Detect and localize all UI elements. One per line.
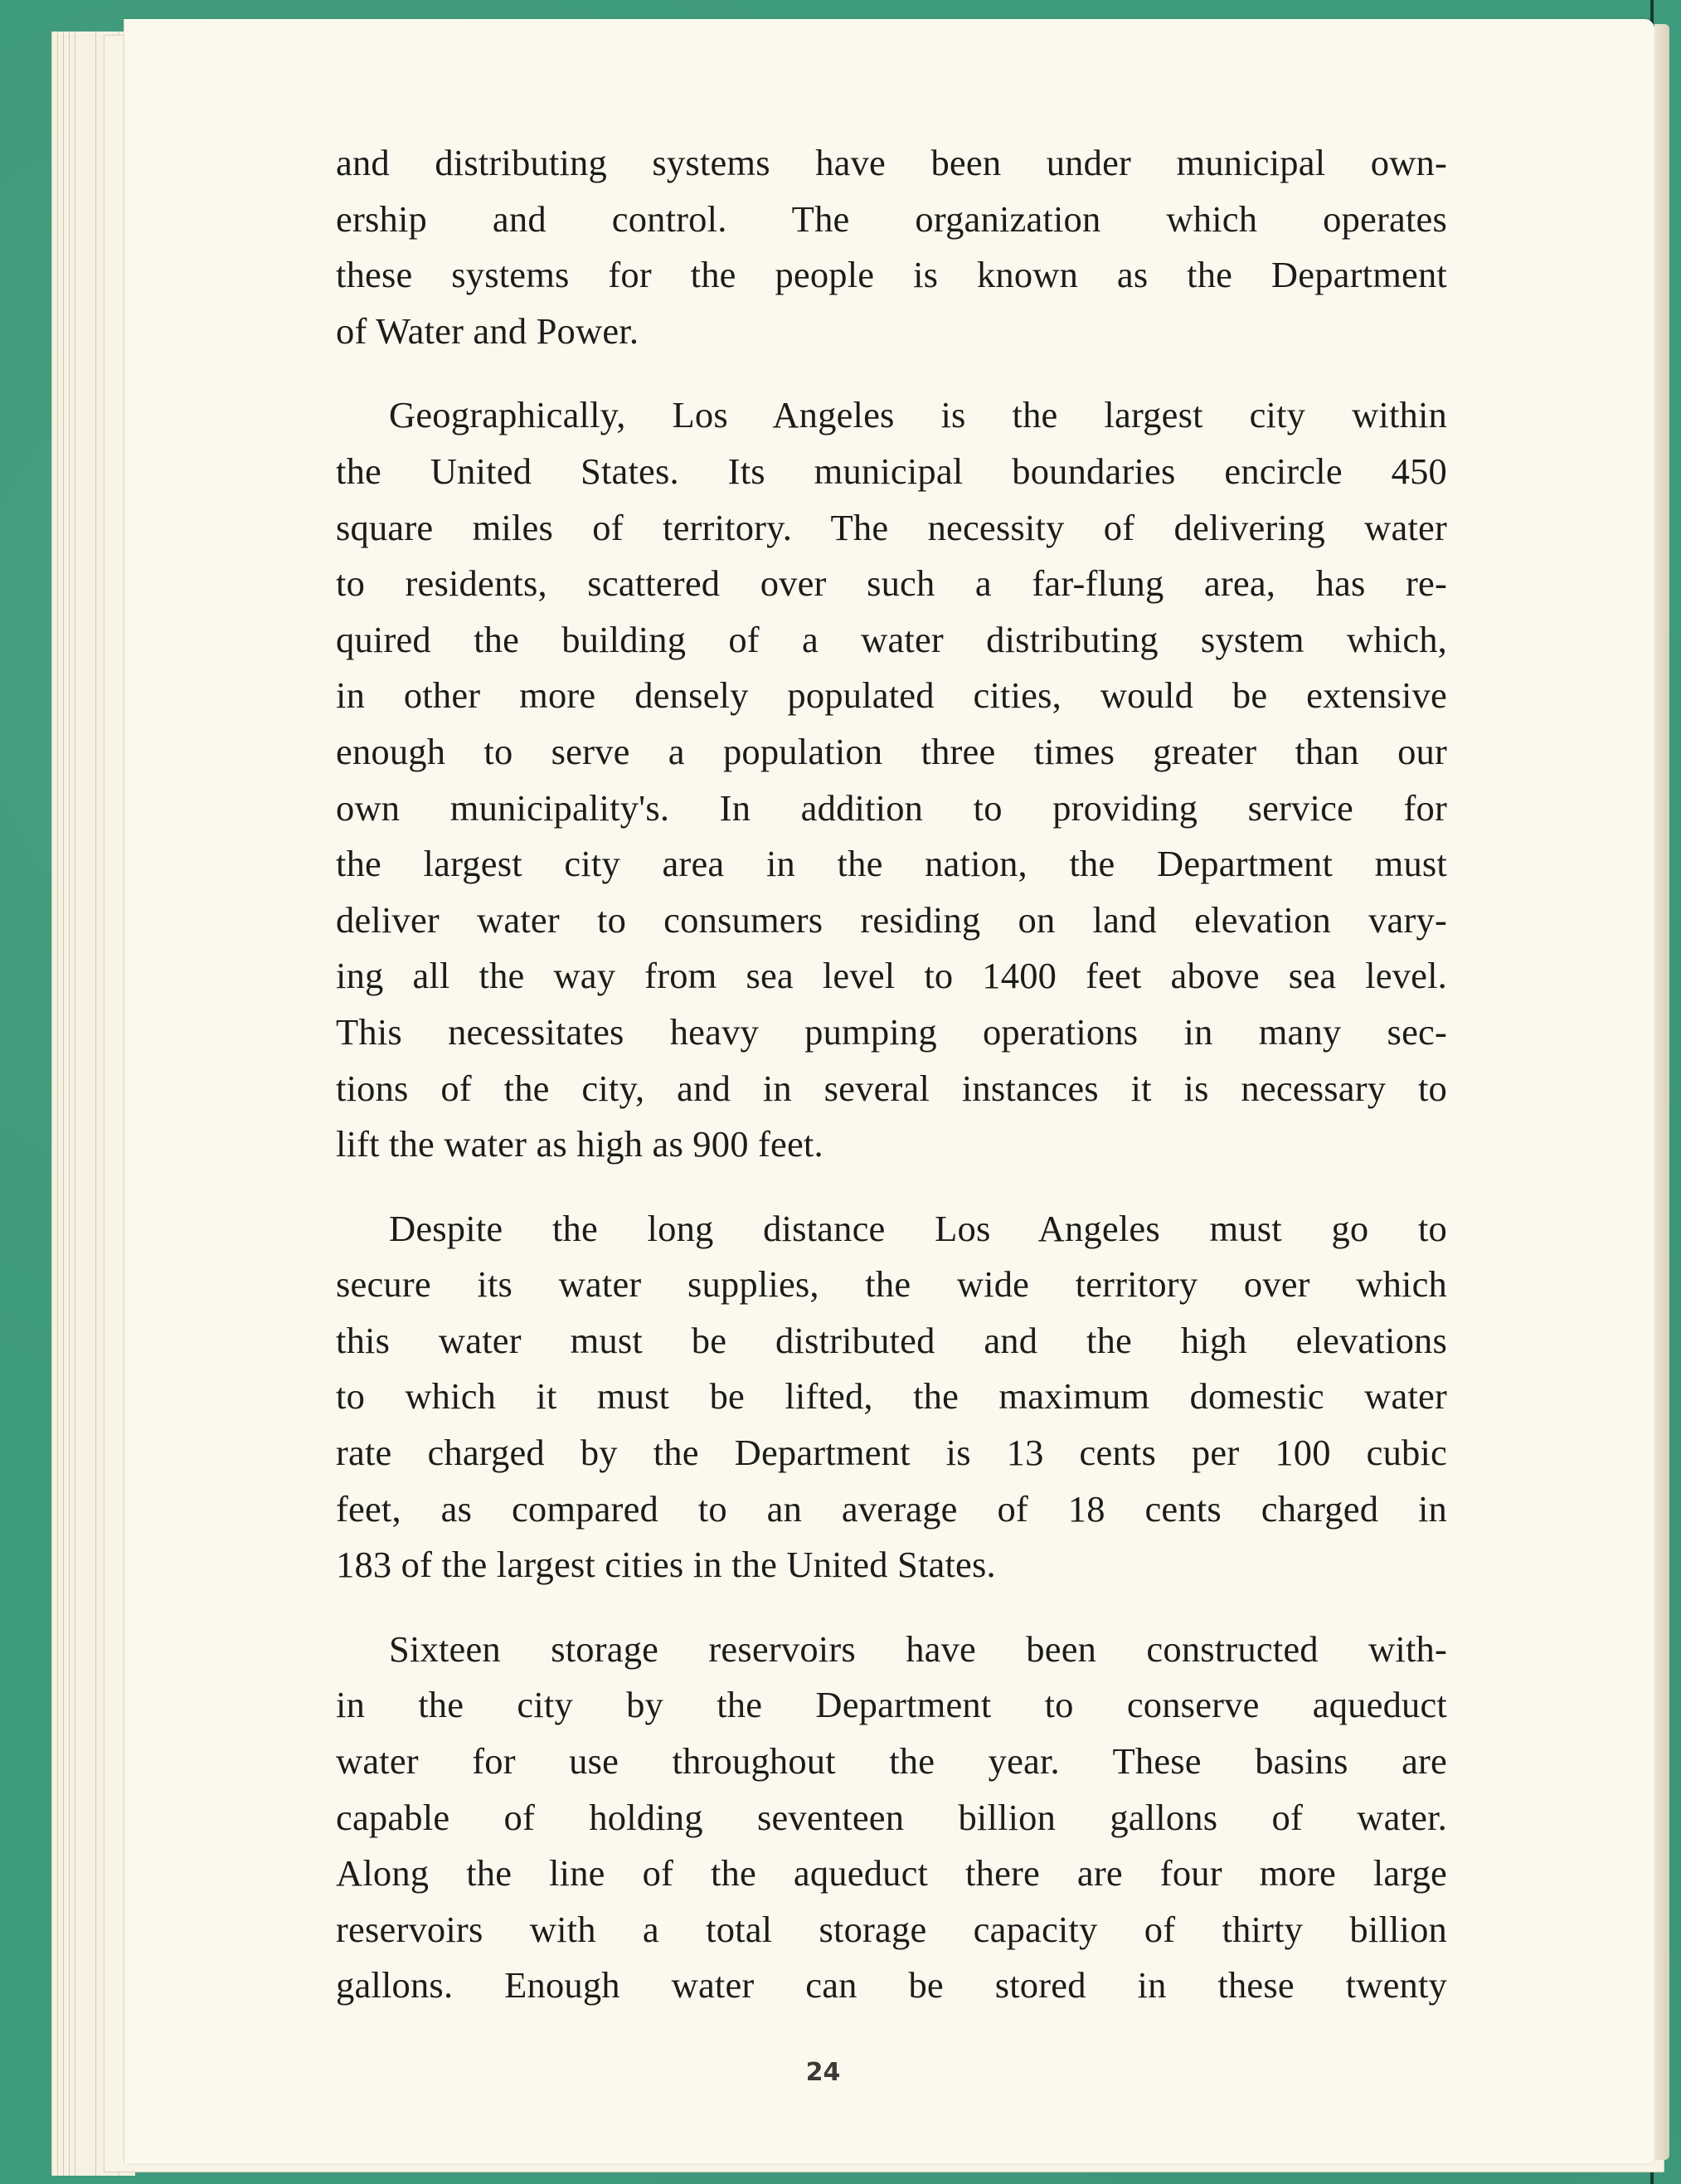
text-line: 183 of the largest cities in the United States. (336, 1544, 996, 1586)
paragraph-2 (336, 387, 1447, 1172)
text-line: square miles of territory. The necessity of delivering water (336, 506, 1447, 548)
page-number: 24 (805, 2058, 841, 2087)
text-line: enough to serve a population three times greater than our (336, 730, 1447, 772)
text-line: Along the line of the aqueduct there are four more large (336, 1852, 1447, 1895)
text-line: these systems for the people is known as the Department (336, 254, 1447, 296)
text-line: the United States. Its municipal boundaries encircle 450 (336, 450, 1447, 492)
text-line: ing all the way from sea level to 1400 feet above sea level. (336, 955, 1447, 997)
paragraph-3 (336, 1201, 1447, 1593)
text-line: This necessitates heavy pumping operations in many sec- (336, 1010, 1447, 1053)
text-line: of Water and Power. (336, 309, 639, 352)
text-line: lift the water as high as 900 feet. (336, 1123, 823, 1165)
page-edge (69, 32, 70, 2176)
text-line: in other more densely populated cities, would be extensive (336, 674, 1447, 717)
text-line: secure its water supplies, the wide territory over which (336, 1263, 1447, 1306)
text-line: the largest city area in the nation, the Department must (336, 843, 1447, 885)
text-line: this water must be distributed and the high elevations (336, 1319, 1447, 1361)
text-line: water for use throughout the year. These basins are (336, 1740, 1447, 1783)
text-line: Geographically, Los Angeles is the largest city within (389, 394, 1447, 436)
page-edge (57, 32, 58, 2176)
text-line: to which it must be lifted, the maximum domestic water (336, 1375, 1447, 1418)
page-right-edge (1654, 24, 1669, 2160)
text-line: ership and control. The organization which operates (336, 197, 1447, 240)
page-edge (63, 32, 64, 2176)
paragraph-1 (336, 135, 1447, 359)
text-line: capable of holding seventeen billion gallons of water. (336, 1796, 1447, 1838)
text-line: Despite the long distance Los Angeles must go to (389, 1207, 1447, 1249)
book-page (124, 19, 1654, 2163)
text-line: reservoirs with a total storage capacity of thirty billion (336, 1908, 1447, 1950)
text-line: deliver water to consumers residing on land elevation vary- (336, 898, 1447, 941)
text-line: Sixteen storage reservoirs have been constructed with- (389, 1627, 1447, 1670)
text-line: and distributing systems have been under municipal own- (336, 142, 1447, 183)
paragraph-4 (336, 1622, 1447, 2014)
text-line: feet, as compared to an average of 18 cents charged in (336, 1487, 1447, 1530)
body-text (336, 135, 1447, 2042)
text-line: own municipality's. In addition to providing service for (336, 786, 1447, 829)
text-line: quired the building of a water distributing system which, (336, 618, 1447, 660)
text-line: rate charged by the Department is 13 cents per 100 cubic (336, 1432, 1447, 1474)
text-line: in the city by the Department to conserve aqueduct (336, 1684, 1447, 1726)
page-edge (95, 32, 96, 2176)
text-line: gallons. Enough water can be stored in these twenty (336, 1964, 1447, 2006)
text-line: to residents, scattered over such a far-flung area, has re- (336, 562, 1447, 605)
text-line: tions of the city, and in several instances it is necessary to (336, 1067, 1447, 1109)
